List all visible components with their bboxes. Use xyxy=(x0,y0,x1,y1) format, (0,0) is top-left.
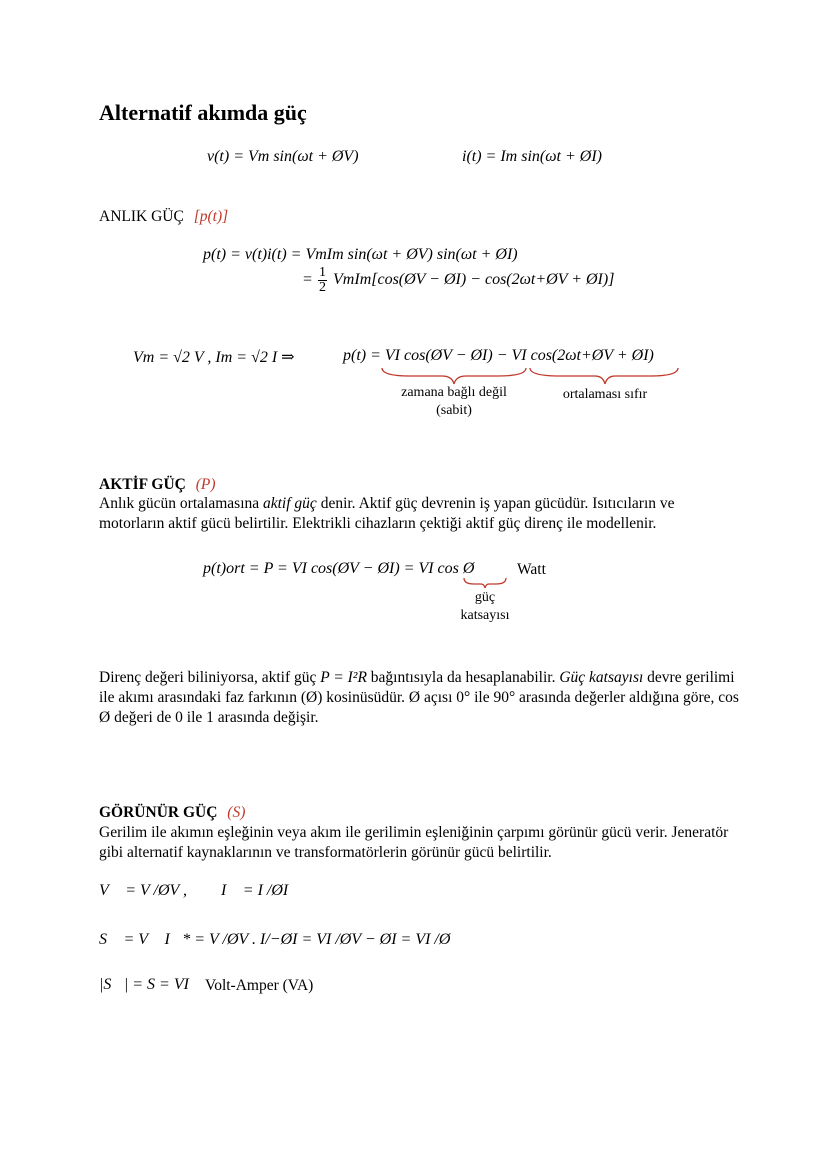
brace-constant-line1: zamana bağlı değil xyxy=(401,385,507,400)
equation-instant-power-2-rest: VmIm[cos(ØV − ØI) − cos(2ωt+ØV + ØI)] xyxy=(333,271,615,289)
equation-instant-power: p(t) = v(t)i(t) = VmIm sin(ωt + ØV) sin(ωt + ØI) xyxy=(203,246,518,263)
pf-text-b: bağıntısıyla da hesaplanabilir. xyxy=(366,669,560,686)
power-factor-line1: güç xyxy=(474,590,496,605)
equation-voltage: v(t) = Vm sin(ωt + ØV) xyxy=(207,148,359,165)
equation-voltage-phasor: V⃗ = V /ØV , xyxy=(99,882,187,899)
anlik-guc-label: ANLIK GÜÇ xyxy=(99,208,184,225)
active-power-unit: Watt xyxy=(517,561,546,578)
brace-constant-label xyxy=(384,384,524,420)
gorunur-guc-paragraph: Gerilim ile akımın eşleğinin veya akım ile gerilimin eşleniğinin çarpımı görünür gücü verir. Jeneratör gibi alternatif kaynaklarının ve transformatörlerin görünür gücü belirtilir. xyxy=(99,824,729,861)
brace-constant-line2: (sabit) xyxy=(436,403,472,418)
anlik-guc-heading xyxy=(99,208,228,226)
aktif-text-a: Anlık gücün ortalamasına xyxy=(99,495,263,512)
power-factor-label xyxy=(445,589,525,625)
equation-current: i(t) = Im sin(ωt + ØI) xyxy=(462,148,602,165)
aktif-guc-label: AKTİF GÜÇ xyxy=(99,476,186,493)
page-title: Alternatif akımda güç xyxy=(99,100,307,125)
pf-text-eq: P = I²R xyxy=(320,669,367,686)
aktif-guc-paragraph xyxy=(99,494,739,534)
equation-active-power: p(t)ort = P = VI cos(ØV − ØI) = VI cos Ø xyxy=(203,560,475,577)
equation-instant-power-2: = $\frac{1}{2}$ VmIm[cos(ØV − ØI) − cos(2ωt+ØV + ØI)] xyxy=(303,265,615,295)
brace-constant-term xyxy=(382,368,526,384)
underbraces xyxy=(380,364,690,386)
aktif-text-c: denir. Aktif güç devrenin iş yapan gücüdür. Isıtıcıların ve motorların aktif gücü belirtilir. Elektrikli cihazların çektiği aktif güç direnç ile modellenir. xyxy=(99,495,675,532)
aktif-text-emph: aktif güç xyxy=(263,495,317,512)
brace-zero-average-term xyxy=(530,368,678,384)
power-factor-paragraph xyxy=(99,668,739,728)
equation-complex-power: S⃗ = V⃗ I⃗* = V /ØV . I/−ØI = VI /ØV − ØI = VI /Ø xyxy=(99,931,451,948)
power-factor-line2: katsayısı xyxy=(460,608,510,623)
equation-current-phasor: I⃗ = I /ØI xyxy=(221,882,289,899)
underbrace-power-factor xyxy=(462,576,508,590)
pf-text-d: devre gerilimi ile akımı arasındaki faz farkının (Ø) kosinüsüdür. Ø açısı 0° ile 90° arasında değerler aldığına göre, cos Ø değeri de 0 ile 1 arasında değişir. xyxy=(99,669,739,726)
equation-instant-power-rms: p(t) = VI cos(ØV − ØI) − VI cos(2ωt+ØV + ØI) xyxy=(343,347,654,364)
pf-text-emph: Güç katsayısı xyxy=(559,669,644,686)
gorunur-guc-heading xyxy=(99,804,245,822)
fraction-numerator: 1 xyxy=(319,265,327,280)
pf-text-a: Direnç değeri biliniyorsa, aktif güç xyxy=(99,669,321,686)
gorunur-guc-symbol: (S) xyxy=(227,804,246,821)
anlik-guc-symbol: [p(t)] xyxy=(193,208,229,225)
equation-apparent-power: |S⃗| = S = VI xyxy=(99,976,189,993)
fraction-denominator: 2 xyxy=(319,280,327,295)
aktif-guc-symbol: (P) xyxy=(195,476,216,493)
aktif-guc-heading xyxy=(99,476,216,494)
equation-rms-substitution: Vm = √2 V , Im = √2 I ⇒ xyxy=(133,349,295,366)
apparent-power-unit: Volt-Amper (VA) xyxy=(205,977,314,994)
gorunur-guc-label: GÖRÜNÜR GÜÇ xyxy=(99,804,218,821)
brace-zero-average-label: ortalaması sıfır xyxy=(562,387,648,402)
